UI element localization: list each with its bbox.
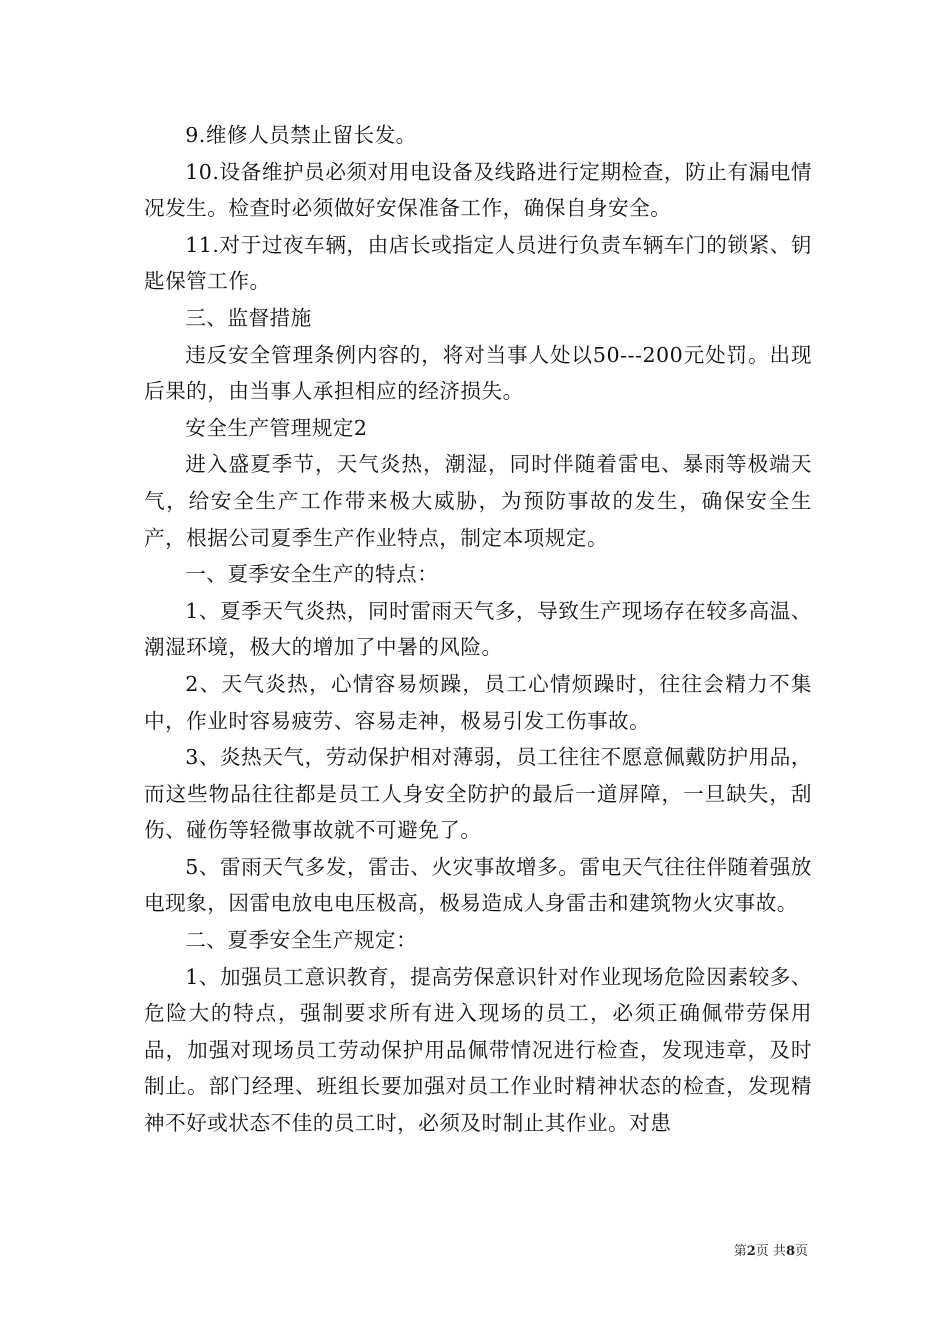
paragraph-penalty: 违反安全管理条例内容的，将对当事人处以50---200元处罚。出现后果的，由当事人承担相应的经济损失。: [144, 342, 812, 404]
paragraph-feature-2: 2、天气炎热，心情容易烦躁，员工心情烦躁时，往往会精力不集中，作业时容易疲劳、容易走神，极易引发工伤事故。: [144, 671, 812, 733]
paragraph-item-9: 9.维修人员禁止留长发。: [185, 123, 417, 147]
paragraph-intro: 进入盛夏季节，天气炎热，潮湿，同时伴随着雷电、暴雨等极端天气，给安全生产工作带来极大威胁，为预防事故的发生，确保安全生产，根据公司夏季生产作业特点，制定本项规定。: [144, 452, 812, 550]
section-heading-features: 一、夏季安全生产的特点：: [185, 562, 439, 587]
body-text: [144, 117, 812, 1142]
paragraph-rule-1: 1、加强员工意识教育，提高劳保意识针对作业现场危险因素较多、危险大的特点，强制要求所有进入现场的员工，必须正确佩带劳保用品，加强对现场员工劳动保护用品佩带情况进行检查，发现违章，及时制止。部门经理、班组长要加强对员工作业时精神状态的检查，发现精神不好或状态不佳的员工时，必须及时制止其作业。对患: [144, 964, 812, 1136]
footer-middle: 页 共: [755, 1244, 786, 1259]
paragraph-feature-1: 1、夏季天气炎热，同时雷雨天气多，导致生产现场存在较多高温、潮湿环境，极大的增加了中暑的风险。: [144, 598, 812, 660]
footer-page-number: 2: [746, 1244, 756, 1259]
paragraph-item-11: 11.对于过夜车辆，由店长或指定人员进行负责车辆车门的锁紧、钥匙保管工作。: [144, 232, 812, 294]
paragraph-item-10: 10.设备维护员必须对用电设备及线路进行定期检查，防止有漏电情况发生。检查时必须做好安保准备工作，确保自身安全。: [144, 159, 812, 221]
section-heading-rules: 二、夏季安全生产规定：: [185, 928, 418, 953]
footer-total-pages: 8: [785, 1244, 795, 1259]
paragraph-feature-5: 5、雷雨天气多发，雷击、火灾事故增多。雷电天气往往伴随着强放电现象，因雷电放电电压极高，极易造成人身雷击和建筑物火灾事故。: [144, 854, 812, 916]
footer-suffix: 页: [794, 1244, 808, 1259]
document-subtitle: 安全生产管理规定2: [185, 415, 368, 440]
page-footer: [734, 1244, 808, 1260]
footer-prefix: 第: [733, 1244, 747, 1259]
paragraph-feature-3: 3、炎热天气，劳动保护相对薄弱，员工往往不愿意佩戴防护用品，而这些物品往往都是员工人身安全防护的最后一道屏障，一旦缺失，刮伤、碰伤等轻微事故就不可避免了。: [144, 745, 812, 843]
section-heading-supervision: 三、监督措施: [185, 305, 312, 330]
